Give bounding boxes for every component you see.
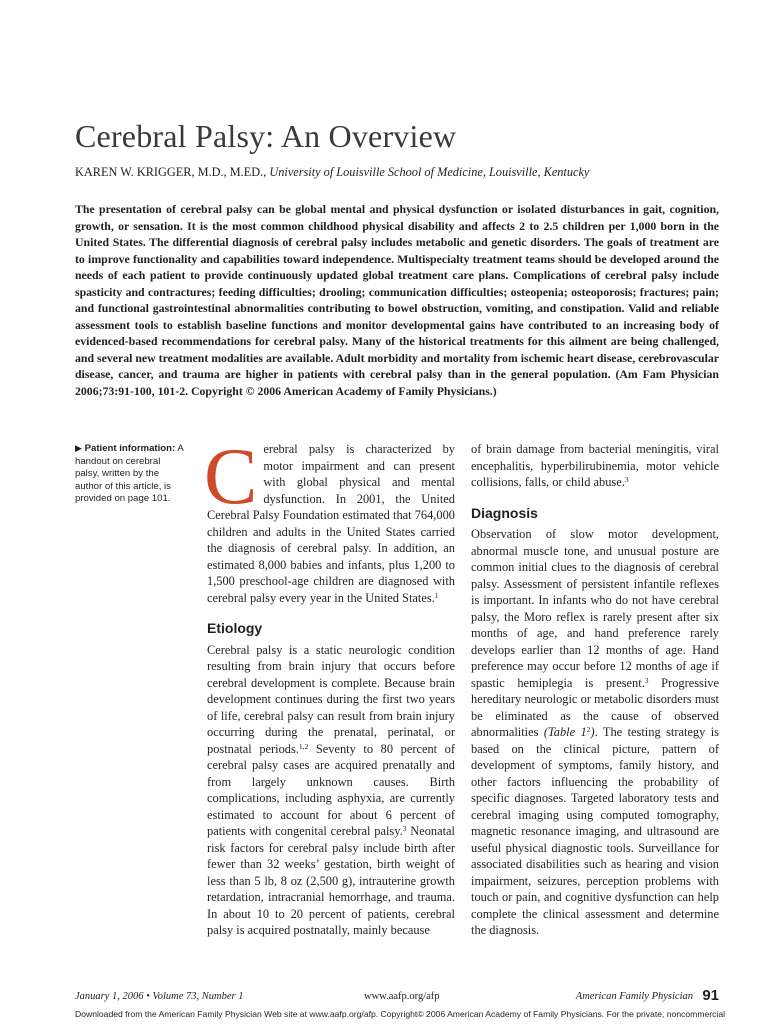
diagnosis-paragraph — [471, 526, 719, 939]
etiology-heading: Etiology — [207, 620, 263, 636]
diagnosis-text-b: Progressive hereditary neurologic or metabolic disorders must be eliminated as the cause of observed abnormalities — [471, 675, 719, 739]
body-column-left — [204, 433, 455, 939]
diagnosis-text-c: . The testing strategy is based on the clinical picture, pattern of development of symptoms, family history, and other factors influencing the probability of specific diagnoses. Targeted laboratory tests and cerebral imaging using computed tomography, magnetic resonance imaging, and ultrasound are useful physical diagnostic tools. Surveillance for associated disabilities such as hearing and vision impairment, seizures, perception problems with touch or pain, and cognitive dysfunction can help complete the clinical assessment and determine the diagnosis. — [471, 725, 719, 937]
page-footer — [75, 987, 719, 1007]
citation: 2 — [586, 725, 591, 734]
article-title: Cerebral Palsy: An Overview — [75, 118, 457, 154]
etiology-text-c: Neonatal risk factors for cerebral palsy include birth after fewer than 32 weeks’ gestation, birth weight of less than 5 lb, 8 oz (2,500 g), intrauterine growth retardation, intracranial hemorrhage, and trauma. In about 10 to 20 percent of patients, cerebral palsy is acquired postnatally, mainly because — [207, 824, 455, 937]
author-name: KAREN W. KRIGGER, M.D., M.ED., — [75, 165, 267, 179]
citation: 3 — [644, 675, 649, 685]
etiology-paragraph — [207, 642, 455, 939]
intro-paragraph — [204, 433, 455, 606]
citation: 1,2 — [298, 741, 309, 751]
intro-text: erebral palsy is characterized by motor impairment and can present with global physical and mental dysfunction. In 2001, the United Cerebral Palsy Foundation estimated that 764,000 children and adults in the United States carried the diagnosis of cerebral palsy. In addition, an estimated 8,000 babies and infants, plus 1,200 to 1,500 preschool-age children are diagnosed with cerebral palsy every year in the United States. — [207, 442, 455, 605]
etiology-text-b: Seventy to 80 percent of cerebral palsy cases are acquired prenatally and from largely unknown causes. Birth complications, including asphyxia, are currently estimated to account for about 6 percent of patients with congenital cerebral palsy. — [207, 741, 455, 838]
diagnosis-text-a: Observation of slow motor development, abnormal muscle tone, and unusual posture are common initial clues to the diagnosis of cerebral palsy. Assessment of persistent infantile reflexes is important. In infants who do not have cerebral palsy, the Moro reflex is rarely present after six months of age, and hand preference rarely develops earlier than 12 months of age. Hand preference may occur before 12 months of age if spastic hemiplegia is present. — [471, 527, 719, 690]
download-notice: Downloaded from the American Family Physician Web site at www.aafp.org/afp. Copyright© 2006 American Academy of Family Physicians. For the private, noncommercial — [75, 1009, 726, 1019]
triangle-marker-icon: ▶ — [75, 443, 82, 453]
etiology-text-continued: of brain damage from bacterial meningitis, viral encephalitis, hyperbilirubinemia, motor vehicle collisions, falls, or child abuse. — [471, 442, 719, 489]
patient-info-text: A handout on cerebral palsy, written by the author of this article, is provided on page 101. — [75, 443, 184, 505]
body-column-right — [471, 441, 719, 939]
abstract: The presentation of cerebral palsy can be global mental and physical dysfunction or isolated disturbances in gait, cognition, growth, or sensation. It is the most common childhood physical disability and affects 2 to 2.5 children per 1,000 born in the United States. The differential diagnosis of cerebral palsy includes metabolic and genetic disorders. The goals of treatment are to improve functionality and capabilities toward independence. Multispecialty treatment teams should be developed around the needs of each patient to provide continuously updated global treatment care plans. Complications of cerebral palsy include spasticity and contractures; feeding difficulties; drooling; communication difficulties; osteopenia; osteoporosis; fractures; pain; and functional gastrointestinal abnormalities contributing to bowel obstruction, vomiting, and constipation. Valid and reliable assessment tools to establish baseline functions and monitor developmental gains have contributed to an increasing body of evidenced-based recommendations for cerebral palsy. Many of the historical treatments for this ailment are being challenged, and several new treatment modalities are available. Adult morbidity and mortality from ischemic heart disease, cerebrovascular disease, cancer, and trauma are higher in patients with cerebral palsy than in the general population. (Am Fam Physician 2006;73:91-100, 101-2. Copyright © 2006 American Academy of Family Physicians.) — [75, 202, 719, 398]
issue-info: January 1, 2006 • Volume 73, Number 1 — [75, 991, 244, 1002]
citation: 3 — [402, 824, 407, 833]
patient-info-sidebar — [75, 442, 187, 506]
etiology-text-a: Cerebral palsy is a static neurologic condition resulting from brain injury that occurs before cerebral development is complete. Because brain development continues during the first two years of life, cerebral palsy can result from brain injury occurring during the prenatal, perinatal, or postnatal periods. — [207, 642, 455, 756]
author-line — [75, 165, 589, 180]
patient-info-label: Patient information: — [84, 443, 176, 454]
journal-url[interactable]: www.aafp.org/afp — [364, 991, 440, 1002]
drop-cap: C — [204, 433, 258, 521]
page-number: 91 — [702, 987, 719, 1004]
citation: 3 — [624, 475, 629, 484]
journal-name: American Family Physician — [575, 991, 693, 1002]
citation: 1 — [434, 590, 439, 600]
table-reference-close: ) — [590, 725, 595, 739]
diagnosis-heading: Diagnosis — [471, 504, 538, 521]
author-affiliation: University of Louisville School of Medicine, Louisville, Kentucky — [269, 165, 590, 179]
table-reference[interactable]: (Table 1 — [543, 725, 587, 739]
etiology-continued — [471, 441, 719, 491]
